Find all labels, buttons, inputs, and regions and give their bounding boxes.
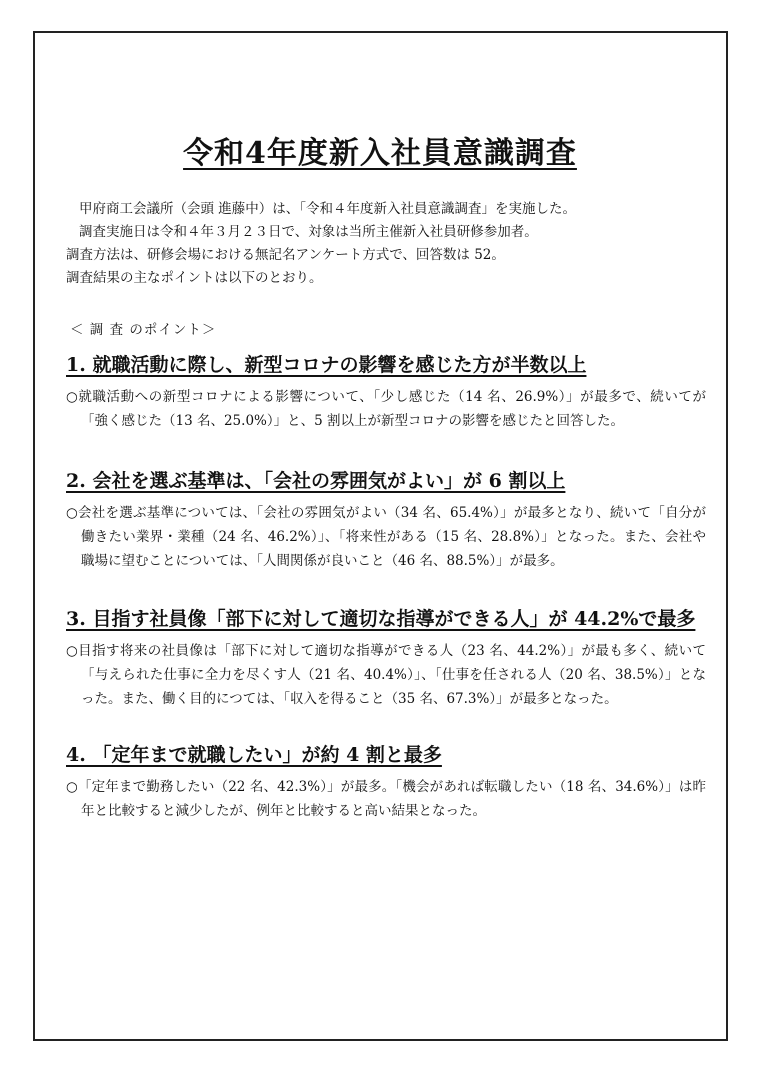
section-body: ○「定年まで勤務したい（22 名、42.3%）」が最多。「機会があれば転職したい（18 名、34.6%）」は昨年と比較すると減少したが、例年と比較すると高い結果となった。: [66, 779, 706, 819]
intro-line-4: 調査結果の主なポイントは以下のとおり。: [66, 270, 323, 286]
intro-line-3: 調査方法は、研修会場における無記名アンケート方式で、回答数は 52。: [66, 247, 505, 263]
section-heading: 4. 「定年まで就職したい」が約 4 割と最多: [66, 744, 442, 766]
section-heading: 2. 会社を選ぶ基準は、「会社の雰囲気がよい」が 6 割以上: [66, 470, 566, 492]
document-title: [0, 128, 760, 172]
section-2: [66, 466, 706, 573]
intro-paragraph: [66, 198, 706, 290]
intro-line-1: 甲府商工会議所（会頭 進藤中）は、「令和４年度新入社員意識調査」を実施した。: [79, 201, 577, 217]
section-3: [66, 604, 706, 711]
section-1: [66, 350, 706, 433]
section-body: ○会社を選ぶ基準については、「会社の雰囲気がよい（34 名、65.4%）」が最多となり、続いて「自分が働きたい業界・業種（24 名、46.2%）」、「将来性がある（15 名、28.8%）」となった。また、会社や職場に望むことについては、「人間関係が良いこと（46 名、88.5%）」が最多。: [66, 505, 706, 569]
intro-line-2: 調査実施日は令和４年３月２３日で、対象は当所主催新入社員研修参加者。: [79, 224, 538, 240]
section-4: [66, 740, 706, 823]
document-title-text: 令和4年度新入社員意識調査: [183, 136, 577, 171]
section-body: ○目指す将来の社員像は「部下に対して適切な指導ができる人（23 名、44.2%）」が最も多く、続いて「与えられた仕事に全力を尽くす人（21 名、40.4%）」、「仕事を任される人（20 名、38.5%）」となった。また、働く目的につては、「収入を得ること（35 名、67.3%）」が最多となった。: [66, 643, 706, 707]
section-heading: 3. 目指す社員像「部下に対して適切な指導ができる人」が 44.2%で最多: [66, 608, 696, 630]
section-heading: 1. 就職活動に際し、新型コロナの影響を感じた方が半数以上: [66, 354, 587, 376]
section-body: ○就職活動への新型コロナによる影響について、「少し感じた（14 名、26.9%）」が最多で、続いてが「強く感じた（13 名、25.0%）」と、5 割以上が新型コロナの影響を感じたと回答した。: [66, 389, 706, 429]
points-label: ＜ 調 査 のポイント＞: [70, 322, 217, 338]
